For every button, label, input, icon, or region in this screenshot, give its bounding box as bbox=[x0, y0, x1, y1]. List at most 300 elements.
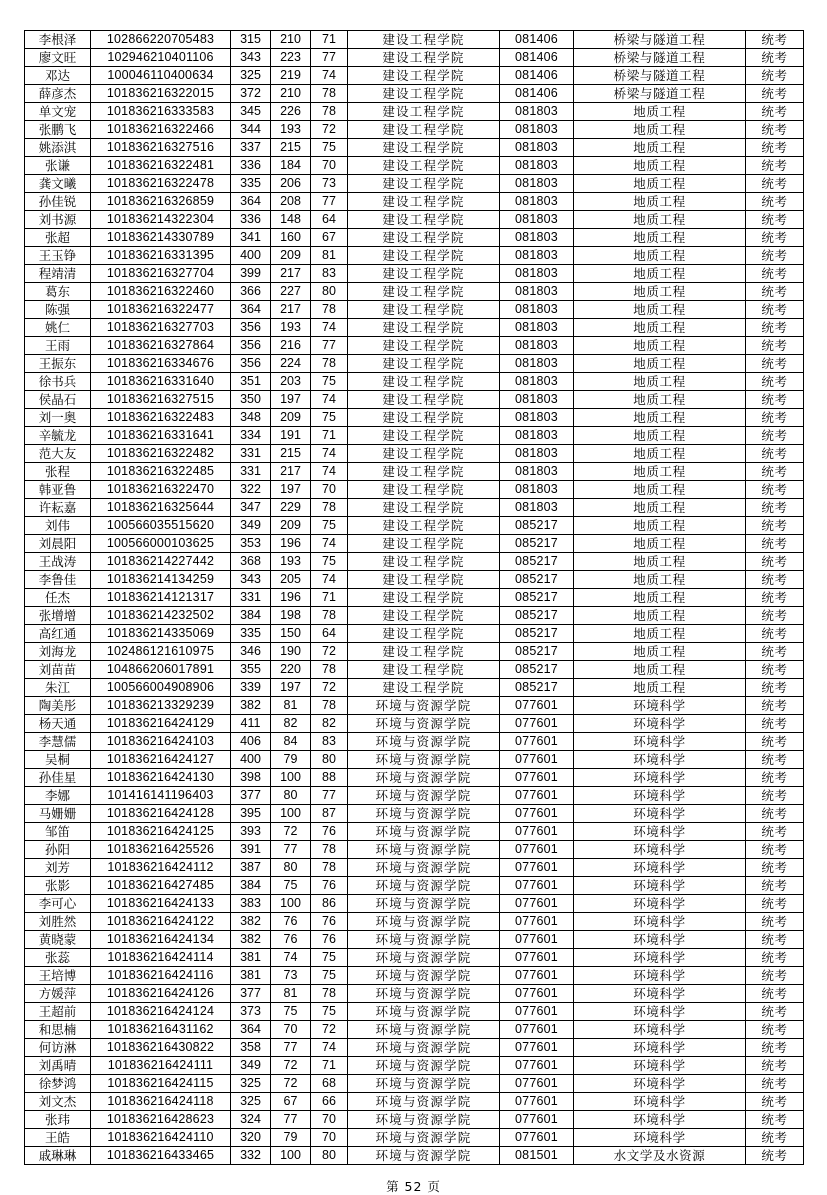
cell-score-retest: 197 bbox=[271, 679, 311, 697]
table-row bbox=[25, 553, 804, 571]
cell-score-interview: 73 bbox=[311, 175, 348, 193]
cell-college: 环境与资源学院 bbox=[348, 1147, 500, 1165]
cell-major-code: 081406 bbox=[500, 49, 574, 67]
cell-exam-type: 统考 bbox=[746, 949, 804, 967]
cell-major-name: 地质工程 bbox=[574, 661, 746, 679]
cell-score-total: 344 bbox=[231, 121, 271, 139]
table-row bbox=[25, 481, 804, 499]
cell-major-name: 地质工程 bbox=[574, 427, 746, 445]
cell-score-interview: 78 bbox=[311, 85, 348, 103]
cell-score-interview: 72 bbox=[311, 643, 348, 661]
table-row bbox=[25, 1003, 804, 1021]
cell-score-retest: 196 bbox=[271, 589, 311, 607]
cell-applicant-name: 吴桐 bbox=[25, 751, 91, 769]
cell-exam-type: 统考 bbox=[746, 355, 804, 373]
cell-major-name: 环境科学 bbox=[574, 913, 746, 931]
cell-score-interview: 75 bbox=[311, 1003, 348, 1021]
cell-score-retest: 209 bbox=[271, 247, 311, 265]
cell-major-code: 077601 bbox=[500, 859, 574, 877]
cell-major-code: 077601 bbox=[500, 967, 574, 985]
cell-candidate-id: 102946210401106 bbox=[91, 49, 231, 67]
cell-college: 建设工程学院 bbox=[348, 157, 500, 175]
cell-exam-type: 统考 bbox=[746, 535, 804, 553]
cell-score-interview: 83 bbox=[311, 265, 348, 283]
cell-college: 建设工程学院 bbox=[348, 139, 500, 157]
cell-major-name: 环境科学 bbox=[574, 985, 746, 1003]
cell-applicant-name: 张鹏飞 bbox=[25, 121, 91, 139]
cell-score-retest: 79 bbox=[271, 1129, 311, 1147]
cell-exam-type: 统考 bbox=[746, 103, 804, 121]
cell-score-interview: 78 bbox=[311, 859, 348, 877]
cell-major-name: 桥梁与隧道工程 bbox=[574, 49, 746, 67]
cell-major-code: 085217 bbox=[500, 535, 574, 553]
cell-score-interview: 78 bbox=[311, 355, 348, 373]
table-row bbox=[25, 85, 804, 103]
table-row bbox=[25, 643, 804, 661]
cell-score-total: 332 bbox=[231, 1147, 271, 1165]
cell-exam-type: 统考 bbox=[746, 121, 804, 139]
cell-college: 建设工程学院 bbox=[348, 643, 500, 661]
cell-candidate-id: 101416141196403 bbox=[91, 787, 231, 805]
cell-applicant-name: 马姗姗 bbox=[25, 805, 91, 823]
cell-exam-type: 统考 bbox=[746, 319, 804, 337]
table-row bbox=[25, 1039, 804, 1057]
table-row bbox=[25, 787, 804, 805]
cell-major-name: 地质工程 bbox=[574, 481, 746, 499]
cell-major-code: 081803 bbox=[500, 103, 574, 121]
cell-exam-type: 统考 bbox=[746, 85, 804, 103]
cell-major-name: 环境科学 bbox=[574, 1003, 746, 1021]
cell-college: 环境与资源学院 bbox=[348, 1111, 500, 1129]
cell-score-retest: 76 bbox=[271, 913, 311, 931]
cell-score-retest: 217 bbox=[271, 463, 311, 481]
cell-candidate-id: 101836216322485 bbox=[91, 463, 231, 481]
cell-score-total: 382 bbox=[231, 931, 271, 949]
cell-college: 建设工程学院 bbox=[348, 301, 500, 319]
cell-score-retest: 81 bbox=[271, 697, 311, 715]
cell-exam-type: 统考 bbox=[746, 1057, 804, 1075]
cell-candidate-id: 102866220705483 bbox=[91, 31, 231, 49]
cell-score-interview: 75 bbox=[311, 517, 348, 535]
cell-college: 建设工程学院 bbox=[348, 571, 500, 589]
cell-candidate-id: 101836216424125 bbox=[91, 823, 231, 841]
cell-major-name: 地质工程 bbox=[574, 517, 746, 535]
cell-score-retest: 224 bbox=[271, 355, 311, 373]
cell-college: 环境与资源学院 bbox=[348, 841, 500, 859]
cell-score-retest: 72 bbox=[271, 1075, 311, 1093]
cell-score-total: 395 bbox=[231, 805, 271, 823]
cell-major-code: 081803 bbox=[500, 265, 574, 283]
cell-exam-type: 统考 bbox=[746, 211, 804, 229]
cell-score-retest: 226 bbox=[271, 103, 311, 121]
cell-major-code: 081803 bbox=[500, 337, 574, 355]
cell-college: 建设工程学院 bbox=[348, 103, 500, 121]
cell-applicant-name: 刘海龙 bbox=[25, 643, 91, 661]
cell-major-code: 081803 bbox=[500, 211, 574, 229]
cell-major-code: 081803 bbox=[500, 391, 574, 409]
cell-applicant-name: 黄晓蒙 bbox=[25, 931, 91, 949]
cell-exam-type: 统考 bbox=[746, 715, 804, 733]
cell-exam-type: 统考 bbox=[746, 895, 804, 913]
cell-score-interview: 77 bbox=[311, 49, 348, 67]
cell-major-code: 085217 bbox=[500, 571, 574, 589]
cell-candidate-id: 102486121610975 bbox=[91, 643, 231, 661]
cell-major-code: 077601 bbox=[500, 697, 574, 715]
cell-exam-type: 统考 bbox=[746, 49, 804, 67]
cell-major-name: 地质工程 bbox=[574, 139, 746, 157]
cell-major-code: 085217 bbox=[500, 643, 574, 661]
cell-score-retest: 208 bbox=[271, 193, 311, 211]
cell-major-code: 077601 bbox=[500, 823, 574, 841]
cell-candidate-id: 100046110400634 bbox=[91, 67, 231, 85]
cell-candidate-id: 101836214134259 bbox=[91, 571, 231, 589]
cell-applicant-name: 王振东 bbox=[25, 355, 91, 373]
cell-exam-type: 统考 bbox=[746, 841, 804, 859]
cell-score-interview: 77 bbox=[311, 787, 348, 805]
table-row bbox=[25, 985, 804, 1003]
cell-score-total: 320 bbox=[231, 1129, 271, 1147]
cell-score-interview: 72 bbox=[311, 121, 348, 139]
cell-major-name: 环境科学 bbox=[574, 823, 746, 841]
cell-candidate-id: 101836216331641 bbox=[91, 427, 231, 445]
cell-score-interview: 75 bbox=[311, 967, 348, 985]
table-row bbox=[25, 157, 804, 175]
cell-score-total: 325 bbox=[231, 1093, 271, 1111]
cell-college: 环境与资源学院 bbox=[348, 1057, 500, 1075]
cell-college: 环境与资源学院 bbox=[348, 1003, 500, 1021]
cell-college: 环境与资源学院 bbox=[348, 931, 500, 949]
cell-score-total: 411 bbox=[231, 715, 271, 733]
cell-score-retest: 191 bbox=[271, 427, 311, 445]
cell-score-total: 353 bbox=[231, 535, 271, 553]
cell-candidate-id: 101836216334676 bbox=[91, 355, 231, 373]
cell-candidate-id: 101836216322470 bbox=[91, 481, 231, 499]
cell-candidate-id: 101836214121317 bbox=[91, 589, 231, 607]
cell-major-code: 085217 bbox=[500, 679, 574, 697]
cell-applicant-name: 韩亚鲁 bbox=[25, 481, 91, 499]
table-row bbox=[25, 463, 804, 481]
cell-applicant-name: 侯晶石 bbox=[25, 391, 91, 409]
cell-exam-type: 统考 bbox=[746, 967, 804, 985]
cell-candidate-id: 101836216424130 bbox=[91, 769, 231, 787]
cell-major-code: 077601 bbox=[500, 949, 574, 967]
cell-score-retest: 82 bbox=[271, 715, 311, 733]
cell-candidate-id: 101836216322477 bbox=[91, 301, 231, 319]
cell-major-name: 地质工程 bbox=[574, 337, 746, 355]
table-row bbox=[25, 769, 804, 787]
cell-score-interview: 75 bbox=[311, 553, 348, 571]
cell-applicant-name: 李可心 bbox=[25, 895, 91, 913]
cell-candidate-id: 101836216322015 bbox=[91, 85, 231, 103]
table-row bbox=[25, 499, 804, 517]
cell-exam-type: 统考 bbox=[746, 229, 804, 247]
cell-score-total: 381 bbox=[231, 949, 271, 967]
cell-major-name: 地质工程 bbox=[574, 499, 746, 517]
cell-college: 环境与资源学院 bbox=[348, 697, 500, 715]
cell-score-retest: 77 bbox=[271, 1039, 311, 1057]
cell-candidate-id: 101836216425526 bbox=[91, 841, 231, 859]
cell-major-name: 桥梁与隧道工程 bbox=[574, 85, 746, 103]
cell-candidate-id: 101836216424112 bbox=[91, 859, 231, 877]
cell-college: 建设工程学院 bbox=[348, 535, 500, 553]
cell-major-name: 地质工程 bbox=[574, 463, 746, 481]
cell-major-name: 地质工程 bbox=[574, 373, 746, 391]
cell-score-retest: 184 bbox=[271, 157, 311, 175]
cell-major-code: 081803 bbox=[500, 139, 574, 157]
table-row bbox=[25, 49, 804, 67]
cell-major-code: 077601 bbox=[500, 1021, 574, 1039]
cell-applicant-name: 徐书兵 bbox=[25, 373, 91, 391]
cell-score-retest: 193 bbox=[271, 553, 311, 571]
cell-score-total: 324 bbox=[231, 1111, 271, 1129]
cell-major-code: 081803 bbox=[500, 301, 574, 319]
table-row bbox=[25, 607, 804, 625]
table-row bbox=[25, 175, 804, 193]
cell-applicant-name: 刘伟 bbox=[25, 517, 91, 535]
cell-score-retest: 217 bbox=[271, 301, 311, 319]
cell-major-name: 环境科学 bbox=[574, 841, 746, 859]
table-row bbox=[25, 139, 804, 157]
cell-score-retest: 196 bbox=[271, 535, 311, 553]
table-row bbox=[25, 517, 804, 535]
cell-college: 建设工程学院 bbox=[348, 625, 500, 643]
cell-major-code: 077601 bbox=[500, 805, 574, 823]
cell-major-name: 地质工程 bbox=[574, 355, 746, 373]
cell-applicant-name: 陈强 bbox=[25, 301, 91, 319]
cell-applicant-name: 王超前 bbox=[25, 1003, 91, 1021]
cell-college: 建设工程学院 bbox=[348, 553, 500, 571]
cell-score-retest: 73 bbox=[271, 967, 311, 985]
cell-college: 建设工程学院 bbox=[348, 445, 500, 463]
cell-college: 建设工程学院 bbox=[348, 265, 500, 283]
cell-score-interview: 74 bbox=[311, 571, 348, 589]
cell-score-total: 398 bbox=[231, 769, 271, 787]
cell-score-retest: 203 bbox=[271, 373, 311, 391]
cell-major-name: 地质工程 bbox=[574, 265, 746, 283]
cell-major-code: 085217 bbox=[500, 517, 574, 535]
cell-candidate-id: 101836216327704 bbox=[91, 265, 231, 283]
cell-exam-type: 统考 bbox=[746, 751, 804, 769]
cell-applicant-name: 辛毓龙 bbox=[25, 427, 91, 445]
cell-major-code: 081803 bbox=[500, 463, 574, 481]
cell-major-code: 081803 bbox=[500, 373, 574, 391]
cell-candidate-id: 101836216424115 bbox=[91, 1075, 231, 1093]
cell-applicant-name: 刘苗苗 bbox=[25, 661, 91, 679]
cell-exam-type: 统考 bbox=[746, 445, 804, 463]
cell-score-interview: 78 bbox=[311, 301, 348, 319]
cell-score-retest: 72 bbox=[271, 1057, 311, 1075]
cell-college: 环境与资源学院 bbox=[348, 913, 500, 931]
cell-score-interview: 71 bbox=[311, 589, 348, 607]
cell-score-interview: 68 bbox=[311, 1075, 348, 1093]
cell-score-interview: 88 bbox=[311, 769, 348, 787]
cell-exam-type: 统考 bbox=[746, 463, 804, 481]
cell-applicant-name: 李根泽 bbox=[25, 31, 91, 49]
cell-major-name: 环境科学 bbox=[574, 1093, 746, 1111]
cell-major-name: 地质工程 bbox=[574, 409, 746, 427]
cell-major-name: 环境科学 bbox=[574, 1111, 746, 1129]
cell-major-code: 081803 bbox=[500, 283, 574, 301]
cell-applicant-name: 邹笛 bbox=[25, 823, 91, 841]
cell-candidate-id: 101836216427485 bbox=[91, 877, 231, 895]
cell-score-total: 358 bbox=[231, 1039, 271, 1057]
cell-major-name: 地质工程 bbox=[574, 193, 746, 211]
table-row bbox=[25, 895, 804, 913]
cell-score-retest: 193 bbox=[271, 319, 311, 337]
cell-applicant-name: 张影 bbox=[25, 877, 91, 895]
cell-major-code: 081406 bbox=[500, 31, 574, 49]
cell-major-code: 081501 bbox=[500, 1147, 574, 1165]
cell-major-code: 077601 bbox=[500, 985, 574, 1003]
cell-score-total: 366 bbox=[231, 283, 271, 301]
cell-college: 建设工程学院 bbox=[348, 121, 500, 139]
cell-score-total: 383 bbox=[231, 895, 271, 913]
cell-score-retest: 217 bbox=[271, 265, 311, 283]
cell-score-retest: 100 bbox=[271, 895, 311, 913]
cell-exam-type: 统考 bbox=[746, 157, 804, 175]
cell-college: 建设工程学院 bbox=[348, 337, 500, 355]
cell-score-interview: 81 bbox=[311, 247, 348, 265]
cell-score-total: 356 bbox=[231, 355, 271, 373]
table-row bbox=[25, 715, 804, 733]
table-row bbox=[25, 67, 804, 85]
cell-major-name: 环境科学 bbox=[574, 1075, 746, 1093]
table-row bbox=[25, 409, 804, 427]
cell-score-interview: 87 bbox=[311, 805, 348, 823]
table-row bbox=[25, 103, 804, 121]
cell-score-retest: 80 bbox=[271, 787, 311, 805]
table-row bbox=[25, 913, 804, 931]
cell-college: 环境与资源学院 bbox=[348, 805, 500, 823]
cell-college: 环境与资源学院 bbox=[348, 1129, 500, 1147]
cell-score-retest: 198 bbox=[271, 607, 311, 625]
cell-college: 建设工程学院 bbox=[348, 409, 500, 427]
cell-exam-type: 统考 bbox=[746, 913, 804, 931]
cell-score-interview: 76 bbox=[311, 877, 348, 895]
cell-candidate-id: 101836216322478 bbox=[91, 175, 231, 193]
cell-score-total: 364 bbox=[231, 301, 271, 319]
cell-score-retest: 197 bbox=[271, 481, 311, 499]
cell-applicant-name: 王皓 bbox=[25, 1129, 91, 1147]
cell-major-code: 077601 bbox=[500, 913, 574, 931]
cell-major-code: 077601 bbox=[500, 769, 574, 787]
cell-college: 环境与资源学院 bbox=[348, 1075, 500, 1093]
cell-major-code: 081803 bbox=[500, 499, 574, 517]
cell-score-retest: 216 bbox=[271, 337, 311, 355]
cell-exam-type: 统考 bbox=[746, 67, 804, 85]
cell-exam-type: 统考 bbox=[746, 391, 804, 409]
table-row bbox=[25, 1129, 804, 1147]
cell-applicant-name: 戚琳琳 bbox=[25, 1147, 91, 1165]
cell-score-interview: 66 bbox=[311, 1093, 348, 1111]
cell-major-name: 地质工程 bbox=[574, 607, 746, 625]
cell-score-interview: 70 bbox=[311, 157, 348, 175]
cell-score-total: 377 bbox=[231, 787, 271, 805]
table-row bbox=[25, 319, 804, 337]
cell-major-code: 081803 bbox=[500, 481, 574, 499]
table-row bbox=[25, 247, 804, 265]
cell-major-code: 077601 bbox=[500, 787, 574, 805]
cell-applicant-name: 单文宠 bbox=[25, 103, 91, 121]
cell-score-interview: 64 bbox=[311, 625, 348, 643]
cell-candidate-id: 101836214330789 bbox=[91, 229, 231, 247]
cell-college: 环境与资源学院 bbox=[348, 1039, 500, 1057]
cell-exam-type: 统考 bbox=[746, 1147, 804, 1165]
cell-major-name: 环境科学 bbox=[574, 859, 746, 877]
cell-candidate-id: 101836216433465 bbox=[91, 1147, 231, 1165]
cell-candidate-id: 101836216431162 bbox=[91, 1021, 231, 1039]
cell-score-retest: 209 bbox=[271, 409, 311, 427]
cell-major-code: 077601 bbox=[500, 1111, 574, 1129]
cell-score-total: 336 bbox=[231, 211, 271, 229]
cell-score-total: 356 bbox=[231, 337, 271, 355]
cell-score-total: 356 bbox=[231, 319, 271, 337]
cell-college: 建设工程学院 bbox=[348, 427, 500, 445]
cell-score-retest: 79 bbox=[271, 751, 311, 769]
cell-college: 建设工程学院 bbox=[348, 193, 500, 211]
cell-score-total: 382 bbox=[231, 697, 271, 715]
cell-applicant-name: 姚仁 bbox=[25, 319, 91, 337]
cell-candidate-id: 101836216424127 bbox=[91, 751, 231, 769]
cell-college: 建设工程学院 bbox=[348, 229, 500, 247]
cell-score-total: 364 bbox=[231, 193, 271, 211]
cell-major-name: 地质工程 bbox=[574, 121, 746, 139]
cell-applicant-name: 王培博 bbox=[25, 967, 91, 985]
cell-exam-type: 统考 bbox=[746, 139, 804, 157]
cell-major-code: 077601 bbox=[500, 715, 574, 733]
cell-major-name: 环境科学 bbox=[574, 751, 746, 769]
cell-major-code: 077601 bbox=[500, 751, 574, 769]
cell-major-name: 桥梁与隧道工程 bbox=[574, 67, 746, 85]
cell-major-name: 地质工程 bbox=[574, 535, 746, 553]
table-row bbox=[25, 355, 804, 373]
table-row bbox=[25, 337, 804, 355]
cell-score-retest: 220 bbox=[271, 661, 311, 679]
cell-exam-type: 统考 bbox=[746, 265, 804, 283]
cell-score-total: 349 bbox=[231, 517, 271, 535]
cell-score-interview: 78 bbox=[311, 661, 348, 679]
cell-score-total: 391 bbox=[231, 841, 271, 859]
cell-score-interview: 74 bbox=[311, 391, 348, 409]
cell-exam-type: 统考 bbox=[746, 373, 804, 391]
table-row bbox=[25, 193, 804, 211]
cell-score-total: 368 bbox=[231, 553, 271, 571]
cell-score-total: 348 bbox=[231, 409, 271, 427]
cell-college: 建设工程学院 bbox=[348, 319, 500, 337]
cell-score-total: 355 bbox=[231, 661, 271, 679]
cell-score-total: 343 bbox=[231, 49, 271, 67]
cell-score-retest: 84 bbox=[271, 733, 311, 751]
cell-score-total: 373 bbox=[231, 1003, 271, 1021]
cell-major-code: 077601 bbox=[500, 931, 574, 949]
cell-exam-type: 统考 bbox=[746, 823, 804, 841]
table-row bbox=[25, 373, 804, 391]
table-row bbox=[25, 31, 804, 49]
cell-college: 环境与资源学院 bbox=[348, 715, 500, 733]
cell-college: 环境与资源学院 bbox=[348, 733, 500, 751]
cell-major-name: 地质工程 bbox=[574, 157, 746, 175]
cell-college: 环境与资源学院 bbox=[348, 859, 500, 877]
cell-score-interview: 74 bbox=[311, 445, 348, 463]
cell-score-total: 399 bbox=[231, 265, 271, 283]
cell-exam-type: 统考 bbox=[746, 931, 804, 949]
cell-major-name: 地质工程 bbox=[574, 589, 746, 607]
cell-applicant-name: 任杰 bbox=[25, 589, 91, 607]
cell-exam-type: 统考 bbox=[746, 877, 804, 895]
cell-applicant-name: 徐梦鸿 bbox=[25, 1075, 91, 1093]
cell-major-code: 077601 bbox=[500, 841, 574, 859]
cell-applicant-name: 张程 bbox=[25, 463, 91, 481]
